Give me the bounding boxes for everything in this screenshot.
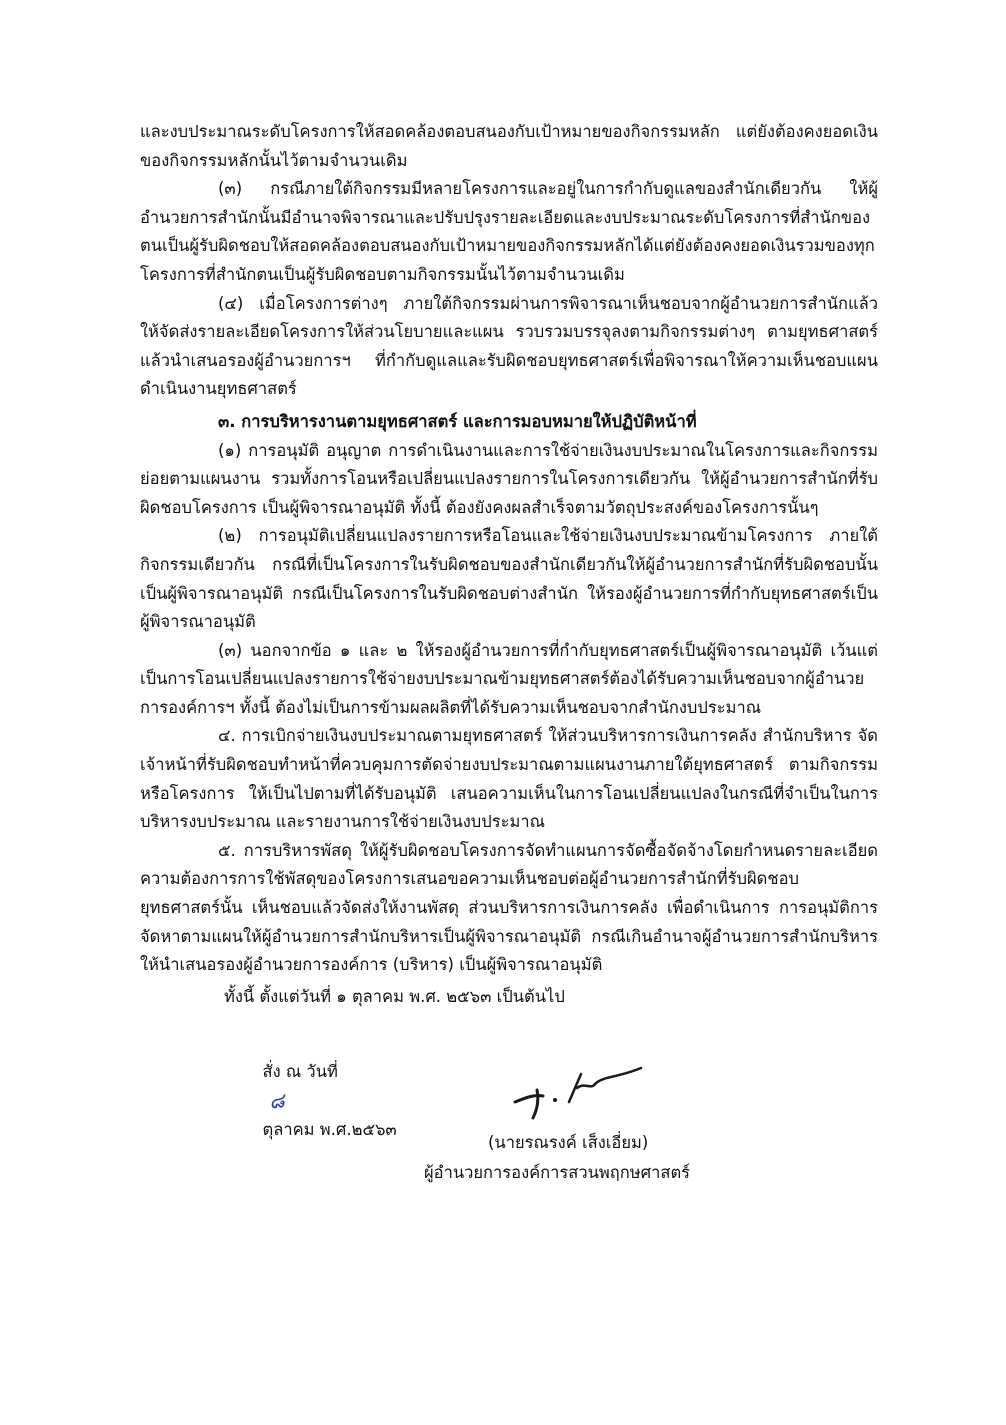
paragraph-1: และงบประมาณระดับโครงการให้สอดคล้องตอบสนองกับเป้าหมายของกิจกรรมหลัก แต่ยังต้องคงยอดเงินของกิจกรรมหลักนั้นไว้ตามจำนวนเดิม	[140, 122, 878, 170]
paragraph-3: (๔) เมื่อโครงการต่างๆ ภายใต้กิจกรรมผ่านการพิจารณาเห็นชอบจากผู้อำนวยการสำนักแล้ว ให้จัดส่งรายละเอียดโครงการให้ส่วนโยบายและแผน รวบรวมบรรจุลงตามกิจกรรมต่างๆ ตามยุทธศาสตร์ แล้วนำเสนอรองผู้อำนวยการฯ ที่กำกับดูแลและรับผิดชอบยุทธศาสตร์เพื่อพิจารณาให้ความเห็นชอบแผนดำเนินงานยุทธศาสตร์	[140, 293, 878, 399]
paragraph-6: (๒) การอนุมัติเปลี่ยนแปลงรายการหรือโอนและใช้จ่ายเงินงบประมาณข้ามโครงการ ภายใต้กิจกรรมเดียวกัน กรณีที่เป็นโครงการในรับผิดชอบของสำนักเดียวกันให้ผู้อำนวยการสำนักที่รับผิดชอบนั้นเป็นผู้พิจารณาอนุมัติ กรณีเป็นโครงการในรับผิดชอบต่างสำนัก ให้รองผู้อำนวยการที่กำกับยุทธศาสตร์เป็นผู้พิจารณาอนุมัติ	[140, 526, 878, 632]
paragraph-2: (๓) กรณีภายใต้กิจกรรมมีหลายโครงการและอยู่ในการกำกับดูแลของสำนักเดียวกัน ให้ผู้อำนวยการสำนักนั้นมีอำนาจพิจารณาและปรับปรุงรายละเอียดและงบประมาณระดับโครงการที่สำนักของตนเป็นผู้รับผิดชอบให้สอดคล้องตอบสนองกับเป้าหมายของกิจกรรมหลักได้แต่ยังต้องคงยอดเงินรวมของทุกโครงการที่สำนักตนเป็นผู้รับผิดชอบตามกิจกรรมนั้นไว้ตามจำนวนเดิม	[140, 179, 878, 284]
effective-date-line: ทั้งนี้ ตั้งแต่วันที่ ๑ ตุลาคม พ.ศ. ๒๕๖๓ เป็นต้นไป	[224, 987, 565, 1006]
order-date-suffix: ตุลาคม พ.ศ.๒๕๖๓	[262, 1120, 397, 1139]
order-date-day-handwritten: ๘	[266, 1088, 286, 1114]
signer-name: (นายรณรงค์ เส็งเอี่ยม)	[488, 1133, 649, 1152]
paragraph-5: (๑) การอนุมัติ อนุญาต การดำเนินงานและการใช้จ่ายเงินงบประมาณในโครงการและกิจกรรมย่อยตามแผนงาน รวมทั้งการโอนหรือเปลี่ยนแปลงรายการในโครงการเดียวกัน ให้ผู้อำนวยการสำนักที่รับผิดชอบโครงการ เป็นผู้พิจารณาอนุมัติ ทั้งนี้ ต้องยังคงผลสำเร็จตามวัตถุประสงค์ของโครงการนั้นๆ	[140, 440, 878, 517]
paragraph-8: ๔. การเบิกจ่ายเงินงบประมาณตามยุทธศาสตร์ ให้ส่วนบริหารการเงินการคลัง สำนักบริหาร จัดเจ้าหน้าที่รับผิดชอบทำหน้าที่ควบคุมการตัดจ่ายงบประมาณตามแผนงานภายใต้ยุทธศาสตร์ ตามกิจกรรมหรือโครงการ ให้เป็นไปตามที่ได้รับอนุมัติ เสนอความเห็นในการโอนเปลี่ยนแปลงในกรณีที่จำเป็นในการบริหารงบประมาณ และรายงานการใช้จ่ายเงินงบประมาณ	[140, 726, 878, 832]
paragraph-7: (๓) นอกจากข้อ ๑ และ ๒ ให้รองผู้อำนวยการที่กำกับยุทธศาสตร์เป็นผู้พิจารณาอนุมัติ เว้นแต่ เป็นการโอนเปลี่ยนแปลงรายการใช้จ่ายงบประมาณข้ามยุทธศาสตร์ต้องได้รับความเห็นชอบจากผู้อำนวยการองค์การฯ ทั้งนี้ ต้องไม่เป็นการข้ามผลผลิตที่ได้รับความเห็นชอบจากสำนักงบประมาณ	[140, 640, 878, 717]
order-date-line	[252, 1040, 397, 1143]
section-heading-3: ๓. การบริหารงานตามยุทธศาสตร์ และการมอบหมายให้ปฏิบัติหน้าที่	[218, 411, 697, 431]
order-date-prefix: สั่ง ณ วันที่	[262, 1062, 338, 1081]
signature-mark	[507, 1060, 647, 1120]
signer-title: ผู้อำนวยการองค์การสวนพฤกษศาสตร์	[424, 1163, 691, 1182]
paragraph-9: ๕. การบริหารพัสดุ ให้ผู้รับผิดชอบโครงการจัดทำแผนการจัดซื้อจัดจ้างโดยกำหนดรายละเอียดความต้องการการใช้พัสดุของโครงการเสนอขอความเห็นชอบต่อผู้อำนวยการสำนักที่รับผิดชอบยุทธศาสตร์นั้น เห็นชอบแล้วจัดส่งให้งานพัสดุ ส่วนบริหารการเงินการคลัง เพื่อดำเนินการ การอนุมัติการจัดหาตามแผนให้ผู้อำนวยการสำนักบริหารเป็นผู้พิจารณาอนุมัติ กรณีเกินอำนาจผู้อำนวยการสำนักบริหาร ให้นำเสนอรองผู้อำนวยการองค์การ (บริหาร) เป็นผู้พิจารณาอนุมัติ	[140, 840, 878, 975]
document-body	[140, 118, 878, 980]
